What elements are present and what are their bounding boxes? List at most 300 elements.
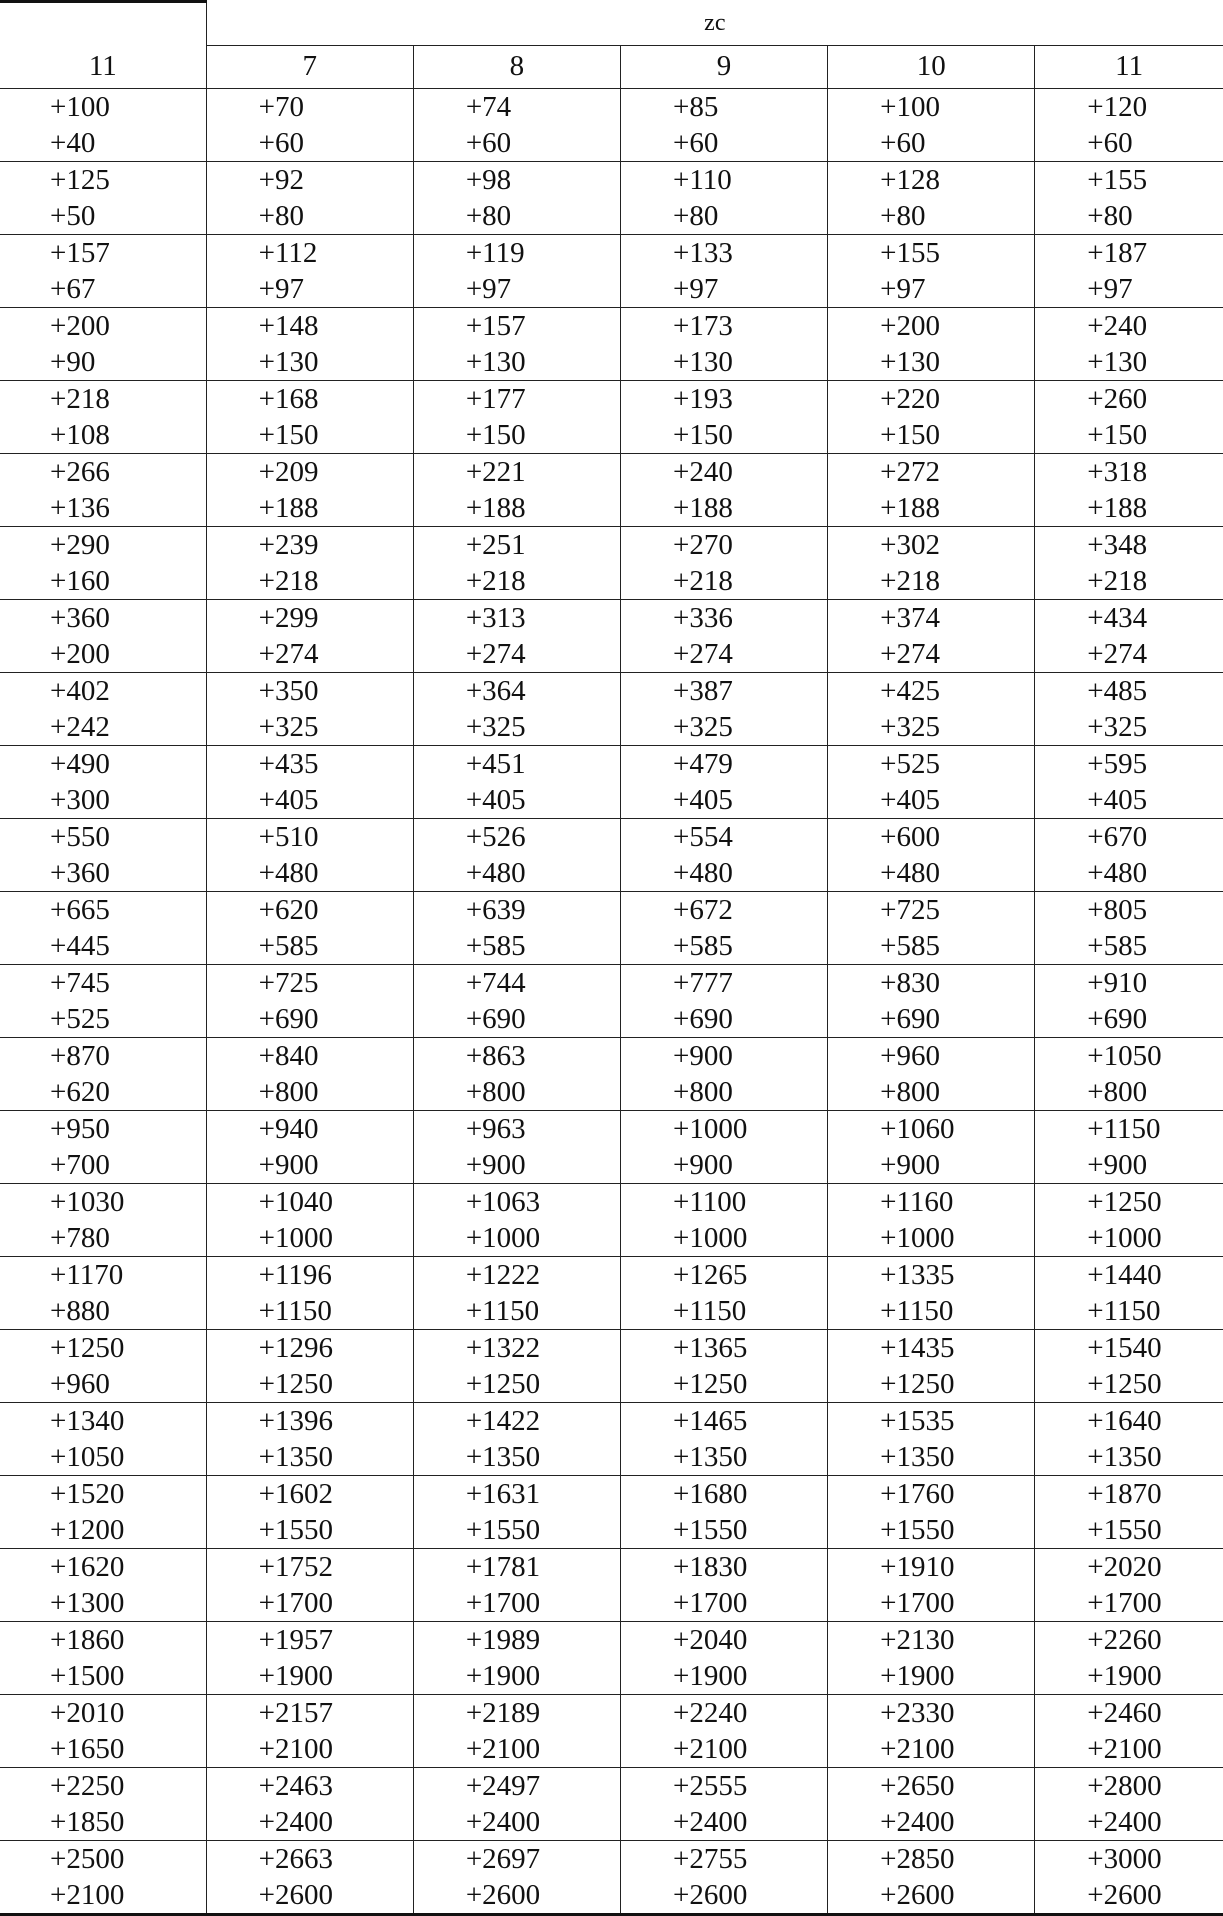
deviation-cell xyxy=(620,88,827,161)
upper-deviation: +725 xyxy=(258,966,319,999)
upper-deviation: +2157 xyxy=(258,1696,334,1729)
upper-deviation: +2040 xyxy=(672,1623,748,1656)
upper-deviation: +1465 xyxy=(672,1404,748,1437)
table-row xyxy=(0,599,1223,672)
deviation-cell xyxy=(413,1694,620,1767)
upper-deviation: +2497 xyxy=(465,1769,541,1802)
lower-deviation: +1050 xyxy=(50,1440,125,1473)
upper-deviation: +672 xyxy=(672,893,733,926)
subheader-cell: 10 xyxy=(828,45,1035,88)
deviation-cell xyxy=(1035,307,1223,380)
deviation-cell xyxy=(828,1037,1035,1110)
upper-deviation: +350 xyxy=(258,674,319,707)
upper-deviation: +1040 xyxy=(258,1185,334,1218)
lower-deviation: +90 xyxy=(50,345,96,378)
table-row xyxy=(0,453,1223,526)
deviation-cell xyxy=(1035,1256,1223,1329)
lower-deviation: +1700 xyxy=(465,1586,541,1619)
lower-deviation: +480 xyxy=(465,856,526,889)
subheader-cell: 9 xyxy=(620,45,827,88)
lower-deviation: +480 xyxy=(1087,856,1148,889)
upper-deviation: +209 xyxy=(258,455,319,488)
upper-deviation: +148 xyxy=(258,309,319,342)
upper-deviation: +670 xyxy=(1087,820,1148,853)
upper-deviation: +665 xyxy=(50,893,110,926)
deviation-cell xyxy=(206,891,413,964)
lower-deviation: +900 xyxy=(465,1148,526,1181)
upper-deviation: +119 xyxy=(465,236,525,269)
upper-deviation: +92 xyxy=(258,163,305,196)
upper-deviation: +387 xyxy=(672,674,733,707)
deviation-cell xyxy=(620,1183,827,1256)
lower-deviation: +2600 xyxy=(258,1878,334,1911)
lower-deviation: +1000 xyxy=(465,1221,541,1254)
lower-deviation: +274 xyxy=(465,637,526,670)
deviation-cell xyxy=(620,1329,827,1402)
upper-deviation: +1989 xyxy=(465,1623,541,1656)
lower-deviation: +620 xyxy=(50,1075,110,1108)
table-row xyxy=(0,1183,1223,1256)
table-row xyxy=(0,1475,1223,1548)
deviation-cell xyxy=(620,1767,827,1840)
deviation-cell xyxy=(206,380,413,453)
deviation-cell xyxy=(620,1475,827,1548)
lower-deviation: +150 xyxy=(1087,418,1148,451)
upper-deviation: +2010 xyxy=(50,1696,125,1729)
deviation-cell xyxy=(0,672,206,745)
lower-deviation: +60 xyxy=(465,126,512,159)
lower-deviation: +218 xyxy=(880,564,940,597)
lower-deviation: +405 xyxy=(465,783,526,816)
deviation-cell xyxy=(206,1840,413,1914)
deviation-cell xyxy=(206,818,413,891)
lower-deviation: +1550 xyxy=(465,1513,541,1546)
lower-deviation: +274 xyxy=(672,637,733,670)
upper-deviation: +187 xyxy=(1087,236,1148,269)
upper-deviation: +374 xyxy=(880,601,940,634)
deviation-cell xyxy=(1035,964,1223,1037)
lower-deviation: +1000 xyxy=(1087,1221,1162,1254)
upper-deviation: +266 xyxy=(50,455,110,488)
upper-deviation: +110 xyxy=(672,163,732,196)
deviation-cell xyxy=(1035,1183,1223,1256)
lower-deviation: +97 xyxy=(672,272,719,305)
lower-deviation: +405 xyxy=(258,783,319,816)
upper-deviation: +1000 xyxy=(672,1112,748,1145)
table-row xyxy=(0,1621,1223,1694)
lower-deviation: +325 xyxy=(465,710,526,743)
lower-deviation: +2600 xyxy=(465,1878,541,1911)
subheader-row xyxy=(0,45,1223,88)
lower-deviation: +80 xyxy=(880,199,926,232)
lower-deviation: +242 xyxy=(50,710,110,743)
upper-deviation: +1781 xyxy=(465,1550,541,1583)
deviation-cell xyxy=(206,1767,413,1840)
upper-deviation: +2463 xyxy=(258,1769,334,1802)
lower-deviation: +130 xyxy=(258,345,319,378)
upper-deviation: +910 xyxy=(1087,966,1148,999)
deviation-cell xyxy=(828,964,1035,1037)
upper-deviation: +2850 xyxy=(880,1842,955,1875)
upper-deviation: +2650 xyxy=(880,1769,955,1802)
upper-deviation: +2020 xyxy=(1087,1550,1162,1583)
upper-deviation: +1063 xyxy=(465,1185,541,1218)
deviation-cell xyxy=(828,745,1035,818)
deviation-cell xyxy=(0,818,206,891)
upper-deviation: +1620 xyxy=(50,1550,125,1583)
upper-deviation: +725 xyxy=(880,893,940,926)
lower-deviation: +325 xyxy=(258,710,319,743)
upper-deviation: +1222 xyxy=(465,1258,541,1291)
upper-deviation: +70 xyxy=(258,90,305,123)
lower-deviation: +960 xyxy=(50,1367,110,1400)
lower-deviation: +2100 xyxy=(50,1878,125,1911)
upper-deviation: +745 xyxy=(50,966,110,999)
deviation-cell xyxy=(828,1402,1035,1475)
lower-deviation: +900 xyxy=(258,1148,319,1181)
lower-deviation: +1250 xyxy=(672,1367,748,1400)
table-row xyxy=(0,1402,1223,1475)
deviation-cell xyxy=(620,526,827,599)
upper-deviation: +451 xyxy=(465,747,526,780)
upper-deviation: +364 xyxy=(465,674,526,707)
upper-deviation: +260 xyxy=(1087,382,1148,415)
upper-deviation: +744 xyxy=(465,966,526,999)
deviation-cell xyxy=(620,307,827,380)
deviation-cell xyxy=(1035,1402,1223,1475)
upper-deviation: +1340 xyxy=(50,1404,125,1437)
deviation-cell xyxy=(620,1110,827,1183)
lower-deviation: +360 xyxy=(50,856,110,889)
upper-deviation: +1830 xyxy=(672,1550,748,1583)
upper-deviation: +120 xyxy=(1087,90,1148,123)
lower-deviation: +274 xyxy=(1087,637,1148,670)
lower-deviation: +218 xyxy=(258,564,319,597)
lower-deviation: +1700 xyxy=(880,1586,955,1619)
deviation-cell xyxy=(828,526,1035,599)
deviation-cell xyxy=(1035,672,1223,745)
lower-deviation: +690 xyxy=(465,1002,526,1035)
upper-deviation: +2555 xyxy=(672,1769,748,1802)
lower-deviation: +800 xyxy=(465,1075,526,1108)
deviation-cell xyxy=(1035,818,1223,891)
upper-deviation: +177 xyxy=(465,382,526,415)
lower-deviation: +2400 xyxy=(672,1805,748,1838)
upper-deviation: +155 xyxy=(1087,163,1148,196)
deviation-cell xyxy=(206,1694,413,1767)
upper-deviation: +1631 xyxy=(465,1477,541,1510)
group-header-zc: zc xyxy=(206,2,1223,46)
deviation-cell xyxy=(620,964,827,1037)
upper-deviation: +200 xyxy=(50,309,110,342)
lower-deviation: +1000 xyxy=(258,1221,334,1254)
upper-deviation: +1335 xyxy=(880,1258,955,1291)
upper-deviation: +2240 xyxy=(672,1696,748,1729)
upper-deviation: +1535 xyxy=(880,1404,955,1437)
deviation-cell xyxy=(1035,88,1223,161)
deviation-cell xyxy=(620,599,827,672)
lower-deviation: +525 xyxy=(50,1002,110,1035)
upper-deviation: +1957 xyxy=(258,1623,334,1656)
upper-deviation: +251 xyxy=(465,528,526,561)
upper-deviation: +133 xyxy=(672,236,733,269)
upper-deviation: +1540 xyxy=(1087,1331,1162,1364)
lower-deviation: +60 xyxy=(258,126,305,159)
lower-deviation: +700 xyxy=(50,1148,110,1181)
deviation-cell xyxy=(0,453,206,526)
lower-deviation: +150 xyxy=(258,418,319,451)
deviation-cell xyxy=(206,161,413,234)
lower-deviation: +1250 xyxy=(880,1367,955,1400)
lower-deviation: +1350 xyxy=(1087,1440,1162,1473)
deviation-cell xyxy=(206,1183,413,1256)
lower-deviation: +150 xyxy=(465,418,526,451)
lower-deviation: +1300 xyxy=(50,1586,125,1619)
table-row xyxy=(0,1694,1223,1767)
lower-deviation: +188 xyxy=(672,491,733,524)
lower-deviation: +800 xyxy=(672,1075,733,1108)
deviation-cell xyxy=(620,1402,827,1475)
deviation-cell xyxy=(0,599,206,672)
upper-deviation: +125 xyxy=(50,163,110,196)
deviation-cell xyxy=(1035,1694,1223,1767)
lower-deviation: +150 xyxy=(672,418,733,451)
upper-deviation: +168 xyxy=(258,382,319,415)
upper-deviation: +1160 xyxy=(880,1185,954,1218)
upper-deviation: +840 xyxy=(258,1039,319,1072)
upper-deviation: +1435 xyxy=(880,1331,955,1364)
upper-deviation: +1170 xyxy=(50,1258,124,1291)
table-row xyxy=(0,234,1223,307)
deviation-cell xyxy=(1035,1840,1223,1914)
deviation-cell xyxy=(620,818,827,891)
upper-deviation: +128 xyxy=(880,163,940,196)
deviation-cell xyxy=(1035,1329,1223,1402)
upper-deviation: +360 xyxy=(50,601,110,634)
lower-deviation: +67 xyxy=(50,272,96,305)
upper-deviation: +435 xyxy=(258,747,319,780)
deviation-cell xyxy=(1035,891,1223,964)
upper-deviation: +240 xyxy=(1087,309,1148,342)
lower-deviation: +800 xyxy=(258,1075,319,1108)
deviation-cell xyxy=(1035,234,1223,307)
lower-deviation: +1150 xyxy=(672,1294,747,1327)
lower-deviation: +218 xyxy=(1087,564,1148,597)
lower-deviation: +60 xyxy=(880,126,926,159)
deviation-cell xyxy=(1035,1767,1223,1840)
deviation-cell xyxy=(206,599,413,672)
deviation-cell xyxy=(206,88,413,161)
table-row xyxy=(0,1548,1223,1621)
lower-deviation: +585 xyxy=(880,929,940,962)
deviation-cell xyxy=(620,1037,827,1110)
deviation-cell xyxy=(0,1256,206,1329)
deviation-cell xyxy=(413,1329,620,1402)
upper-deviation: +950 xyxy=(50,1112,110,1145)
table-row xyxy=(0,1767,1223,1840)
deviation-cell xyxy=(0,526,206,599)
upper-deviation: +805 xyxy=(1087,893,1148,926)
lower-deviation: +1700 xyxy=(672,1586,748,1619)
deviation-cell xyxy=(620,1840,827,1914)
lower-deviation: +1350 xyxy=(465,1440,541,1473)
lower-deviation: +130 xyxy=(465,345,526,378)
upper-deviation: +1520 xyxy=(50,1477,125,1510)
lower-deviation: +40 xyxy=(50,126,96,159)
deviation-cell xyxy=(206,307,413,380)
deviation-cell xyxy=(206,1621,413,1694)
lower-deviation: +2600 xyxy=(880,1878,955,1911)
upper-deviation: +490 xyxy=(50,747,110,780)
upper-deviation: +554 xyxy=(672,820,733,853)
deviation-cell xyxy=(828,672,1035,745)
upper-deviation: +98 xyxy=(465,163,512,196)
upper-deviation: +1860 xyxy=(50,1623,125,1656)
deviation-cell xyxy=(206,1037,413,1110)
lower-deviation: +690 xyxy=(880,1002,940,1035)
deviation-cell xyxy=(413,599,620,672)
table-row xyxy=(0,161,1223,234)
deviation-cell xyxy=(1035,1621,1223,1694)
lower-deviation: +480 xyxy=(258,856,319,889)
deviation-cell xyxy=(1035,745,1223,818)
deviation-cell xyxy=(1035,526,1223,599)
deviation-cell xyxy=(0,1475,206,1548)
deviation-cell xyxy=(0,1110,206,1183)
lower-deviation: +218 xyxy=(465,564,526,597)
deviation-cell xyxy=(828,1183,1035,1256)
deviation-cell xyxy=(413,1037,620,1110)
lower-deviation: +480 xyxy=(880,856,940,889)
deviation-cell xyxy=(0,1402,206,1475)
upper-deviation: +1440 xyxy=(1087,1258,1162,1291)
lower-deviation: +97 xyxy=(880,272,926,305)
deviation-cell xyxy=(206,1475,413,1548)
deviation-cell xyxy=(620,234,827,307)
table-row xyxy=(0,1037,1223,1110)
lower-deviation: +1150 xyxy=(880,1294,954,1327)
lower-deviation: +80 xyxy=(258,199,305,232)
lower-deviation: +800 xyxy=(1087,1075,1148,1108)
lower-deviation: +188 xyxy=(258,491,319,524)
lower-deviation: +130 xyxy=(880,345,940,378)
lower-deviation: +1000 xyxy=(880,1221,955,1254)
lower-deviation: +97 xyxy=(258,272,305,305)
subheader-cell: 11 xyxy=(0,45,206,88)
deviation-cell xyxy=(413,891,620,964)
deviation-cell xyxy=(828,1767,1035,1840)
table-row xyxy=(0,307,1223,380)
lower-deviation: +274 xyxy=(880,637,940,670)
header-blank-cell xyxy=(0,2,206,46)
upper-deviation: +200 xyxy=(880,309,940,342)
deviation-cell xyxy=(206,1402,413,1475)
subheader-cell: 8 xyxy=(413,45,620,88)
deviation-cell xyxy=(413,453,620,526)
upper-deviation: +157 xyxy=(465,309,526,342)
deviation-cell xyxy=(413,818,620,891)
lower-deviation: +2600 xyxy=(1087,1878,1162,1911)
upper-deviation: +112 xyxy=(258,236,318,269)
deviation-cell xyxy=(0,745,206,818)
lower-deviation: +2100 xyxy=(672,1732,748,1765)
upper-deviation: +639 xyxy=(465,893,526,926)
lower-deviation: +136 xyxy=(50,491,110,524)
table-row xyxy=(0,1256,1223,1329)
deviation-cell xyxy=(0,1840,206,1914)
upper-deviation: +1150 xyxy=(1087,1112,1161,1145)
deviation-cell xyxy=(413,380,620,453)
deviation-cell xyxy=(413,1840,620,1914)
deviation-cell xyxy=(413,1767,620,1840)
upper-deviation: +100 xyxy=(50,90,110,123)
deviation-cell xyxy=(828,1548,1035,1621)
deviation-cell xyxy=(206,453,413,526)
lower-deviation: +188 xyxy=(1087,491,1148,524)
deviation-cell xyxy=(0,380,206,453)
upper-deviation: +1250 xyxy=(1087,1185,1162,1218)
lower-deviation: +1700 xyxy=(1087,1586,1162,1619)
deviation-cell xyxy=(0,1183,206,1256)
lower-deviation: +1700 xyxy=(258,1586,334,1619)
lower-deviation: +2100 xyxy=(1087,1732,1162,1765)
deviation-cell xyxy=(1035,161,1223,234)
lower-deviation: +188 xyxy=(880,491,940,524)
lower-deviation: +1550 xyxy=(258,1513,334,1546)
deviation-cell xyxy=(828,1110,1035,1183)
lower-deviation: +2400 xyxy=(258,1805,334,1838)
upper-deviation: +272 xyxy=(880,455,940,488)
lower-deviation: +1650 xyxy=(50,1732,125,1765)
deviation-cell xyxy=(413,1621,620,1694)
deviation-cell xyxy=(828,818,1035,891)
upper-deviation: +900 xyxy=(672,1039,733,1072)
deviation-cell xyxy=(0,964,206,1037)
lower-deviation: +480 xyxy=(672,856,733,889)
upper-deviation: +1602 xyxy=(258,1477,334,1510)
lower-deviation: +690 xyxy=(258,1002,319,1035)
lower-deviation: +188 xyxy=(465,491,526,524)
lower-deviation: +300 xyxy=(50,783,110,816)
upper-deviation: +299 xyxy=(258,601,319,634)
upper-deviation: +863 xyxy=(465,1039,526,1072)
upper-deviation: +595 xyxy=(1087,747,1148,780)
upper-deviation: +434 xyxy=(1087,601,1148,634)
lower-deviation: +1150 xyxy=(465,1294,540,1327)
deviation-cell xyxy=(0,891,206,964)
upper-deviation: +479 xyxy=(672,747,733,780)
lower-deviation: +1900 xyxy=(1087,1659,1162,1692)
deviation-cell xyxy=(206,964,413,1037)
table-body xyxy=(0,88,1223,1914)
lower-deviation: +150 xyxy=(880,418,940,451)
deviation-cell xyxy=(413,307,620,380)
lower-deviation: +1900 xyxy=(465,1659,541,1692)
upper-deviation: +1196 xyxy=(258,1258,332,1291)
lower-deviation: +325 xyxy=(880,710,940,743)
lower-deviation: +1900 xyxy=(880,1659,955,1692)
upper-deviation: +425 xyxy=(880,674,940,707)
table-row xyxy=(0,526,1223,599)
lower-deviation: +690 xyxy=(672,1002,733,1035)
upper-deviation: +526 xyxy=(465,820,526,853)
deviation-cell xyxy=(828,1475,1035,1548)
deviation-cell xyxy=(0,307,206,380)
lower-deviation: +1900 xyxy=(672,1659,748,1692)
deviation-cell xyxy=(1035,1110,1223,1183)
lower-deviation: +200 xyxy=(50,637,110,670)
lower-deviation: +1250 xyxy=(1087,1367,1162,1400)
